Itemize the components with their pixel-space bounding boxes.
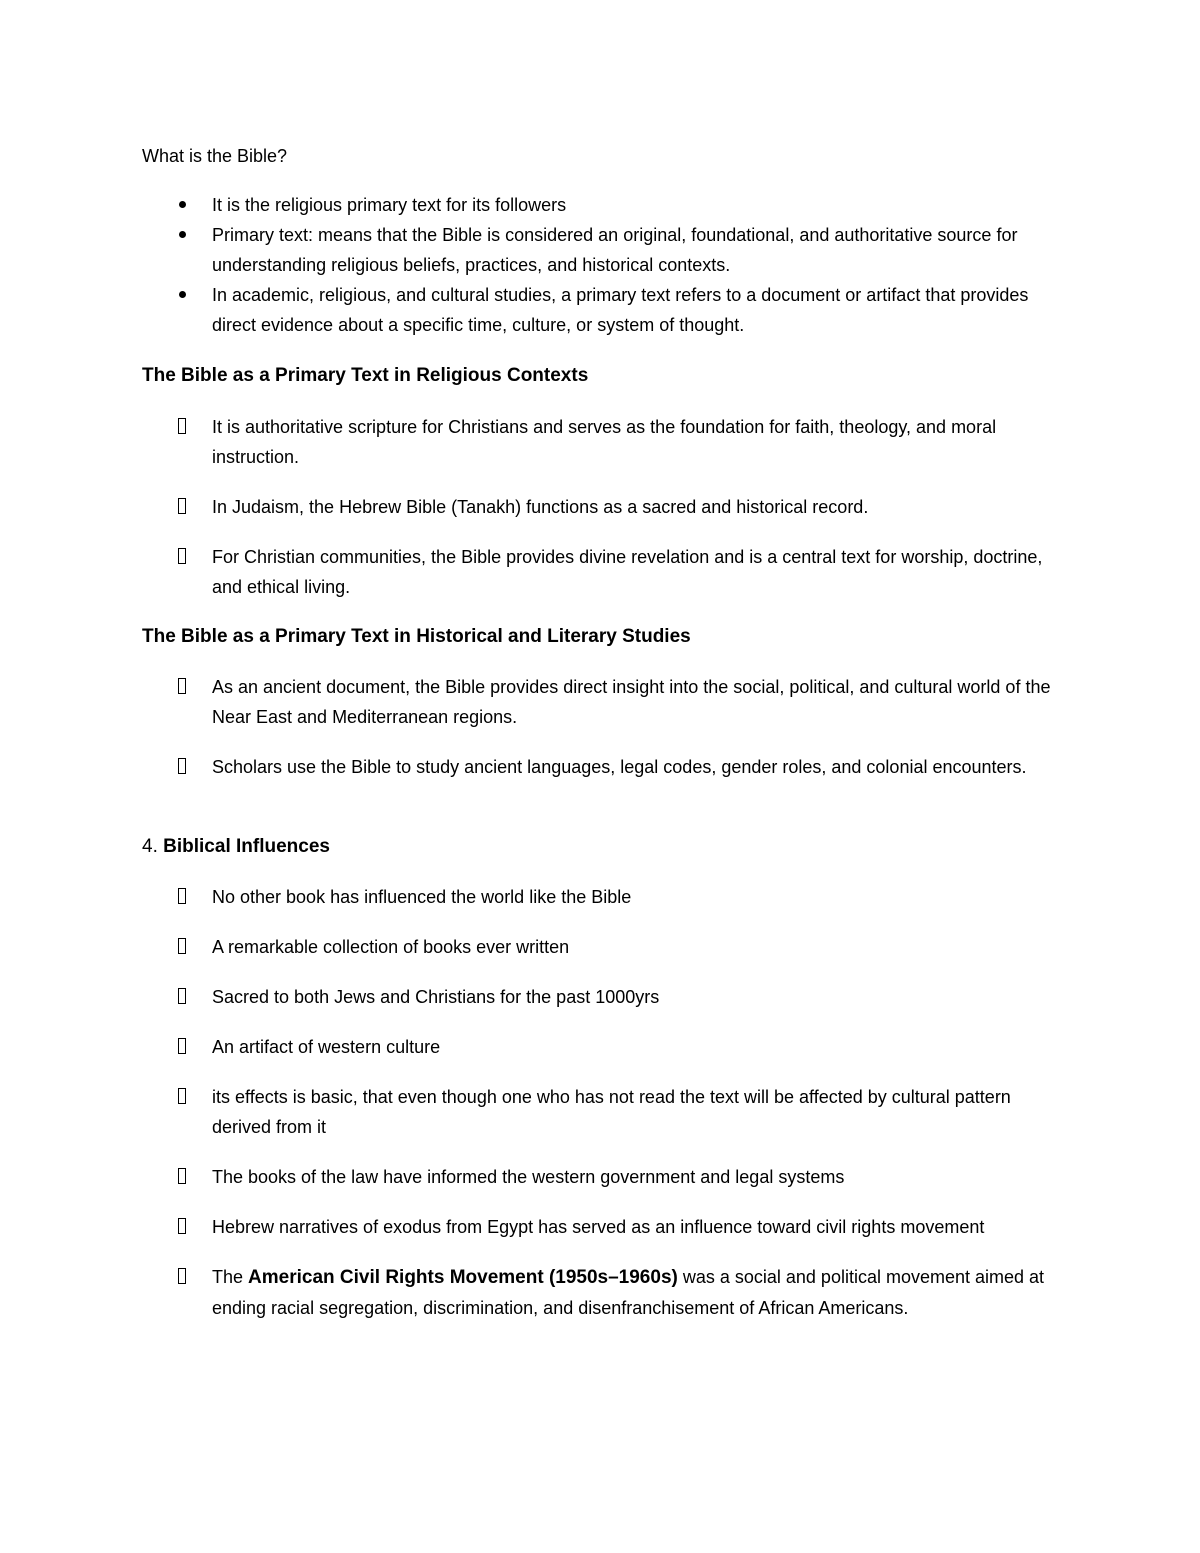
intro-question: What is the Bible? [142,146,288,166]
bullet-box-icon [175,982,189,1012]
historical-bullet-list [142,672,1072,782]
section-title: Biblical Influences [163,836,330,857]
bullet-box-icon [175,882,189,912]
list-item: In Judaism, the Hebrew Bible (Tanakh) functions as a sacred and historical record. [142,492,1072,522]
list-item: An artifact of western culture [142,1032,1072,1062]
intro-bullet-list [142,190,1072,340]
list-item: Hebrew narratives of exodus from Egypt has served as an influence toward civil rights movement [142,1212,1072,1242]
list-item [142,1262,1072,1323]
bullet-box-icon [175,542,189,572]
section-heading-religious: The Bible as a Primary Text in Religious Contexts [142,365,589,386]
list-item: It is the religious primary text for its followers [142,190,1072,220]
item-emphasis: American Civil Rights Movement (1950s–1960s) [248,1267,678,1288]
bullet-box-icon [175,1082,189,1112]
bullet-box-icon [175,1212,189,1242]
list-item: Primary text: means that the Bible is considered an original, foundational, and authoritative source for understanding religious beliefs, practices, and historical contexts. [142,220,1072,280]
list-item: No other book has influenced the world like the Bible [142,882,1072,912]
list-item: its effects is basic, that even though one who has not read the text will be affected by cultural pattern derived from it [142,1082,1072,1142]
bullet-box-icon [175,412,189,442]
section-heading-influences [142,832,330,862]
list-item: Scholars use the Bible to study ancient languages, legal codes, gender roles, and colonial encounters. [142,752,1072,782]
list-item: The books of the law have informed the western government and legal systems [142,1162,1072,1192]
list-item: In academic, religious, and cultural studies, a primary text refers to a document or artifact that provides direct evidence about a specific time, culture, or system of thought. [142,280,1072,340]
bullet-box-icon [175,492,189,522]
list-item: For Christian communities, the Bible provides divine revelation and is a central text for worship, doctrine, and ethical living. [142,542,1072,602]
religious-bullet-list [142,412,1072,602]
section-number: 4. [142,836,158,857]
section-heading-historical: The Bible as a Primary Text in Historical and Literary Studies [142,626,691,647]
bullet-box-icon [175,1162,189,1192]
item-prefix: The [212,1267,244,1287]
bullet-dot-icon [175,190,189,220]
item-suffix: was a social and political movement aimed at ending racial segregation, discrimination, and disenfranchisement of African Americans. [212,1267,1045,1318]
influences-bullet-list [142,882,1072,1323]
bullet-dot-icon [175,280,189,310]
bullet-box-icon [175,932,189,962]
bullet-dot-icon [175,220,189,250]
bullet-box-icon [175,1262,189,1292]
bullet-box-icon [175,752,189,782]
bullet-box-icon [175,672,189,702]
list-item: A remarkable collection of books ever written [142,932,1072,962]
list-item: It is authoritative scripture for Christians and serves as the foundation for faith, theology, and moral instruction. [142,412,1072,472]
bullet-box-icon [175,1032,189,1062]
list-item: As an ancient document, the Bible provides direct insight into the social, political, and cultural world of the Near East and Mediterranean regions. [142,672,1072,732]
list-item: Sacred to both Jews and Christians for the past 1000yrs [142,982,1072,1012]
